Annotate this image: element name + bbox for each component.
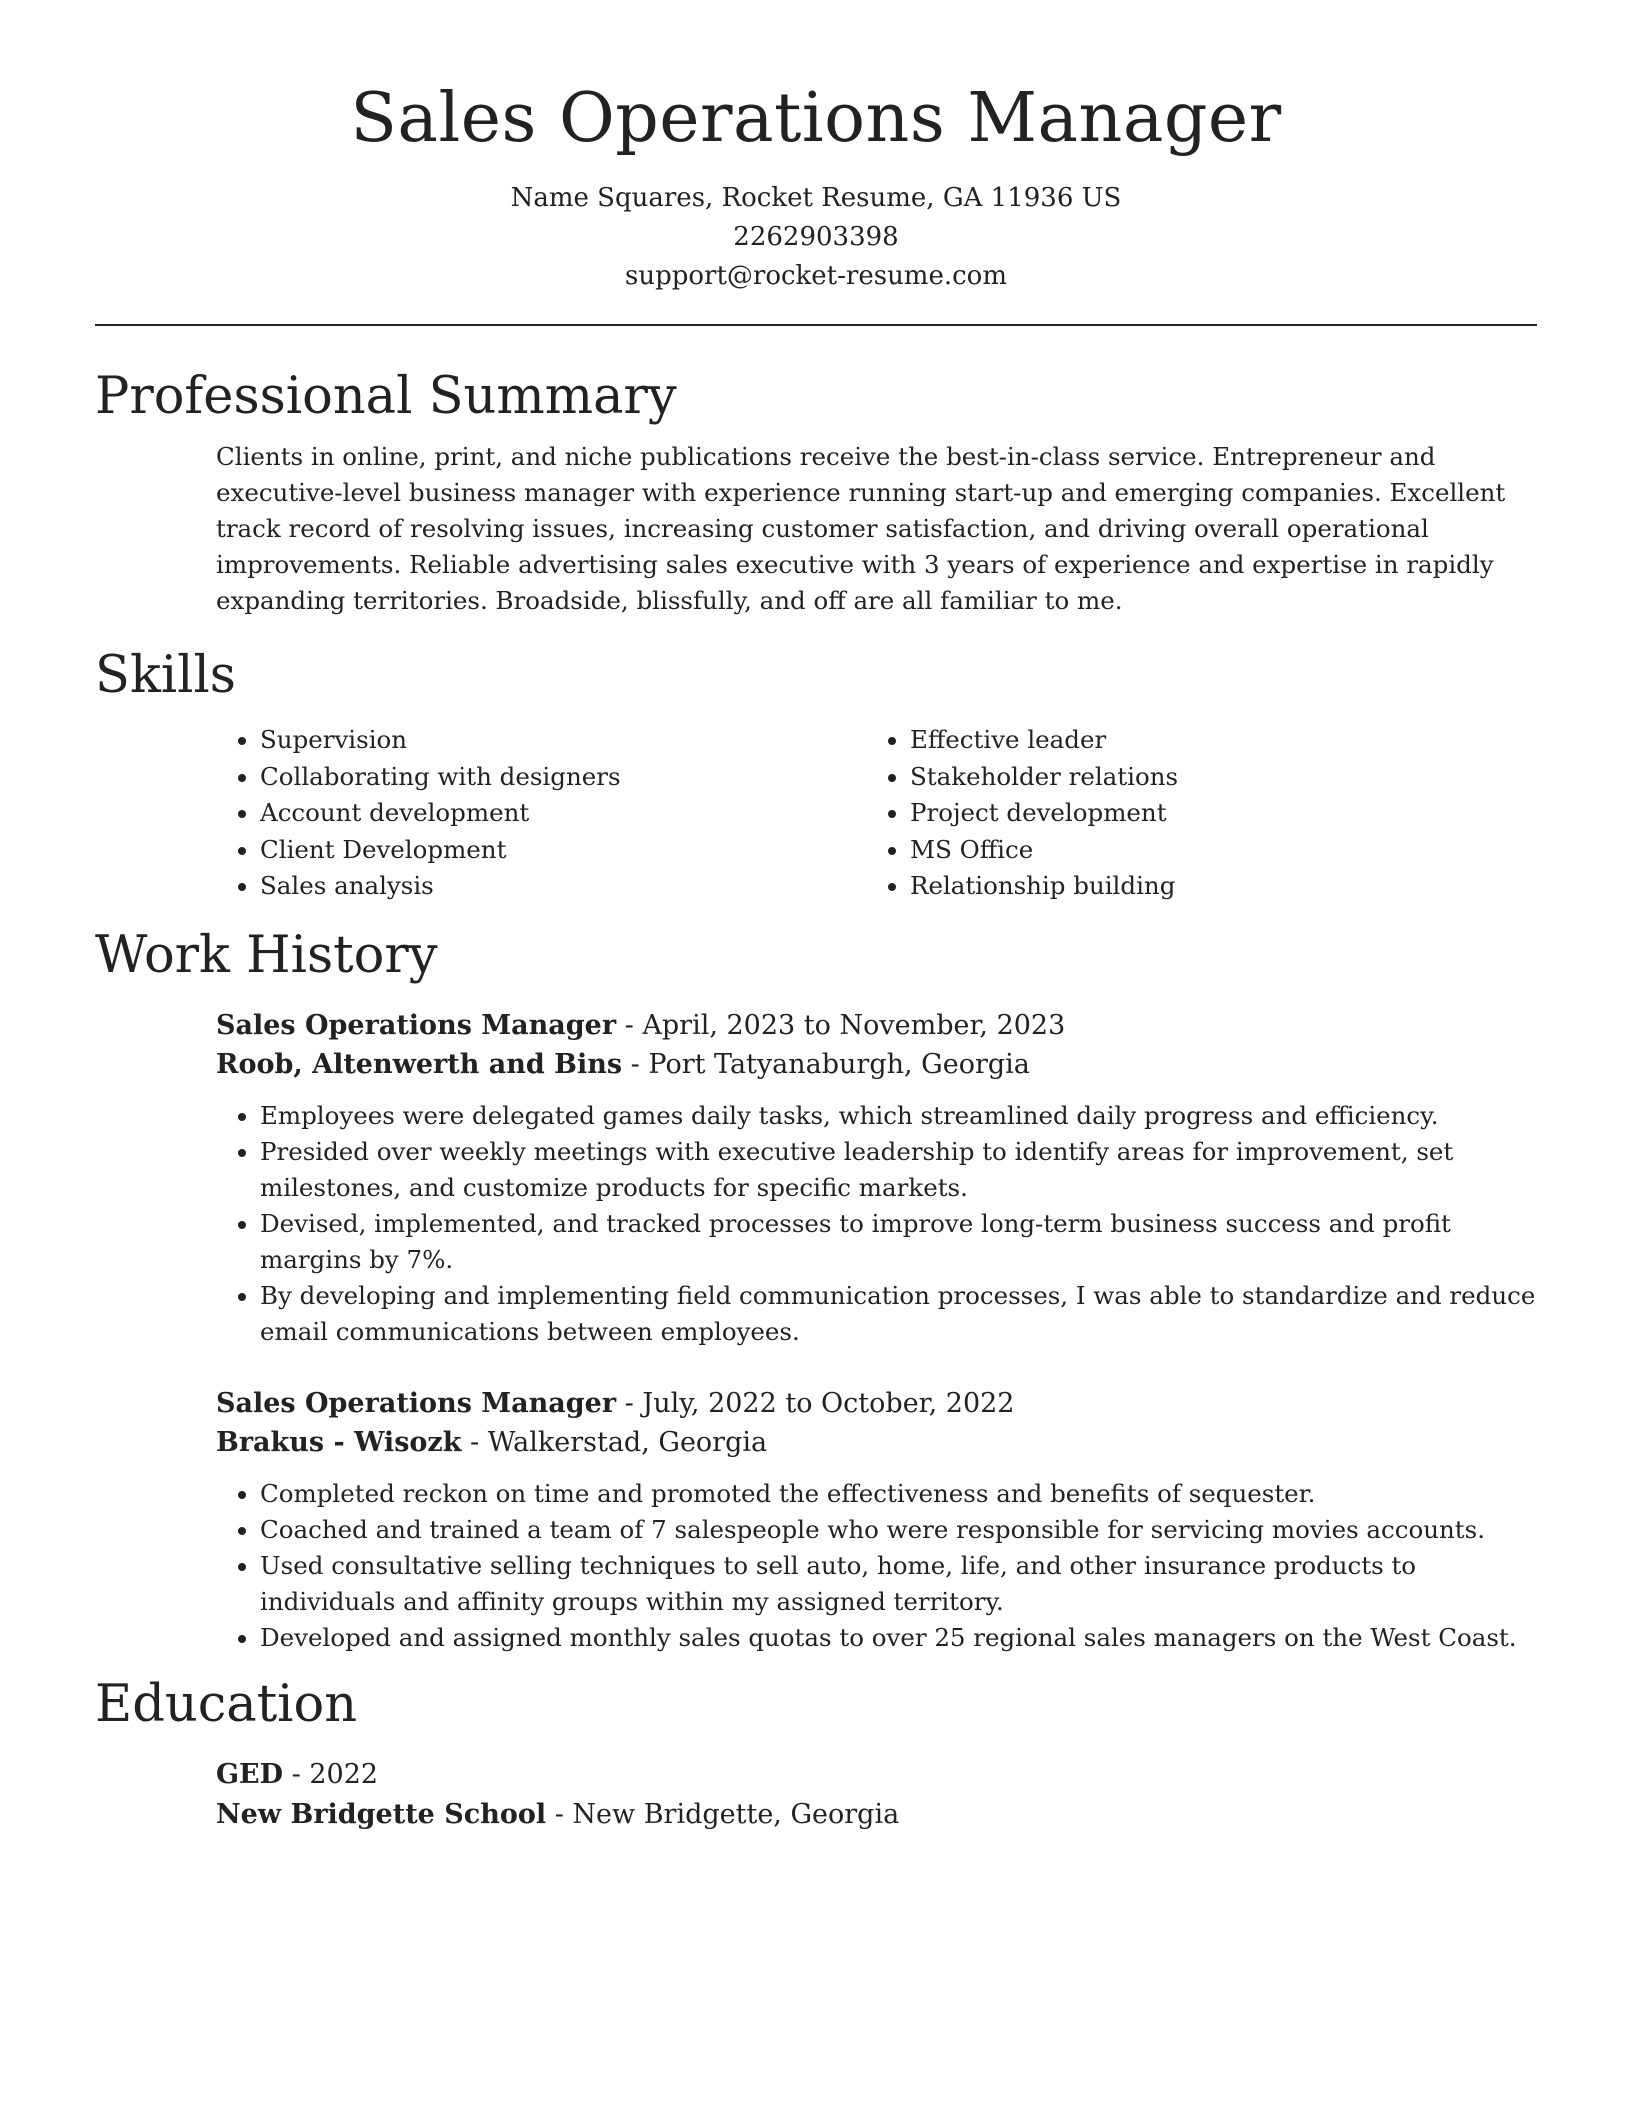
school-line [216,1795,1537,1835]
job-company: Roob, Altenwerth and Bins [216,1048,623,1080]
skill-item: • Relationship building [910,868,1178,905]
skill-item: • Supervision [260,722,910,759]
job-company: Brakus - Wisozk [216,1426,462,1458]
job-role: Sales Operations Manager [216,1009,617,1041]
skill-item: • Collaborating with designers [260,759,910,796]
job-bullet: • By developing and implementing field communication processes, I was able to standardize and reduce email communications between employees. [260,1278,1537,1350]
job-bullets [216,1098,1537,1350]
section-title-summary: Professional Summary [95,366,677,426]
degree: GED [216,1759,284,1791]
job-bullet: • Completed reckon on time and promoted the effectiveness and benefits of sequester. [260,1476,1537,1512]
contact-info [95,179,1537,296]
skill-item: • Sales analysis [260,868,910,905]
job-company-line [216,1423,1537,1462]
job-company-line [216,1045,1537,1084]
summary-section [95,366,1537,619]
degree-year: - 2022 [283,1759,379,1791]
job-bullets [216,1476,1537,1656]
email: support@rocket-resume.com [624,260,1007,291]
skill-item: • Effective leader [910,722,1178,759]
job-location: - Port Tatyanaburgh, Georgia [622,1048,1030,1080]
job-bullet: • Used consultative selling techniques to sell auto, home, life, and other insurance products to individuals and affinity groups within my assigned territory. [260,1548,1537,1620]
phone: 2262903398 [733,221,899,252]
skills-list [216,722,1537,905]
skills-column-right [910,722,1178,905]
section-title-education: Education [95,1674,358,1734]
education-section [95,1674,1537,1835]
job-dates: - April, 2023 to November, 2023 [616,1009,1066,1041]
degree-line [216,1755,1537,1795]
job-location: - Walkerstad, Georgia [461,1426,768,1458]
resume-header [95,0,1537,296]
education-entry [216,1755,1537,1835]
job-bullet: • Employees were delegated games daily tasks, which streamlined daily progress and efficiency. [260,1098,1537,1134]
skill-item: • Project development [910,795,1178,832]
job-title-line [216,1006,1537,1045]
skill-item: • Client Development [260,832,910,869]
skill-item: • Account development [260,795,910,832]
job-entry [216,1006,1537,1350]
skill-item: • MS Office [910,832,1178,869]
job-dates: - July, 2022 to October, 2022 [616,1387,1015,1419]
address: Name Squares, Rocket Resume, GA 11936 US [510,182,1122,213]
job-bullet: • Presided over weekly meetings with executive leadership to identify areas for improvement, set milestones, and customize products for specific markets. [260,1134,1537,1206]
job-title-line [216,1384,1537,1423]
school-name: New Bridgette School [216,1799,547,1831]
job-entry [216,1384,1537,1656]
candidate-name: Sales Operations Manager [350,79,1282,158]
skills-column-left [216,722,910,905]
skill-item: • Stakeholder relations [910,759,1178,796]
job-bullet: • Coached and trained a team of 7 salespeople who were responsible for servicing movies accounts. [260,1512,1537,1548]
job-role: Sales Operations Manager [216,1387,617,1419]
job-bullet: • Devised, implemented, and tracked processes to improve long-term business success and profit margins by 7%. [260,1206,1537,1278]
summary-text: Clients in online, print, and niche publications receive the best-in-class service. Entrepreneur and executive-level business manager with experience running start-up and emerging companies. Excellent track record of resolving issues, increasing customer satisfaction, and driving overall operational improvements. Reliable advertising sales executive with 3 years of experience and expertise in rapidly expanding territories. Broadside, blissfully, and off are all familiar to me. [216,441,1506,615]
school-location: - New Bridgette, Georgia [546,1799,900,1831]
work-history-section [95,925,1537,1656]
job-bullet: • Developed and assigned monthly sales quotas to over 25 regional sales managers on the West Coast. [260,1620,1537,1656]
skills-section [95,645,1537,905]
header-divider [95,324,1537,326]
section-title-work: Work History [95,925,438,985]
section-title-skills: Skills [95,645,236,705]
